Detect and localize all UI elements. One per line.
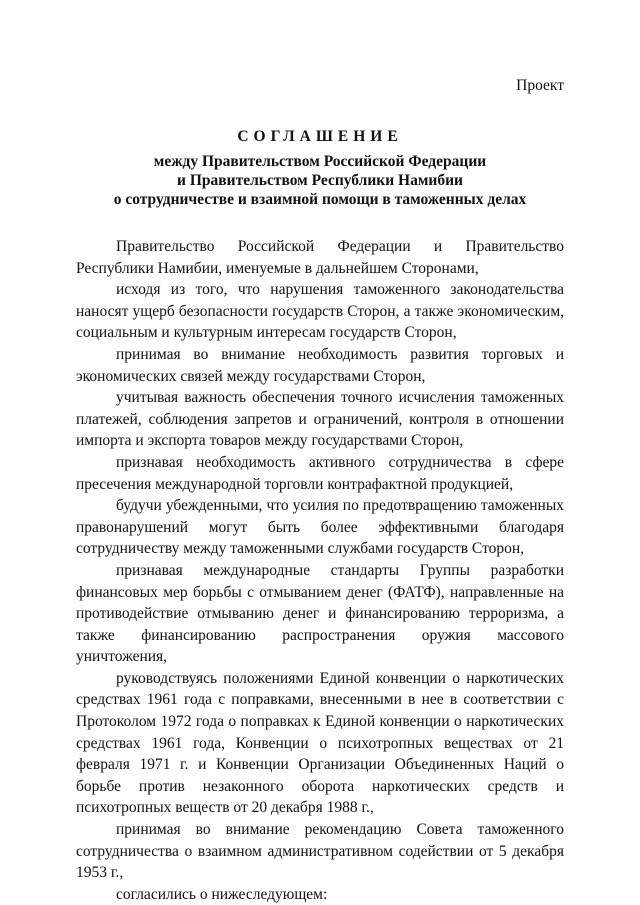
preamble-paragraph: признавая необходимость активного сотрудничества в сфере пресечения международной торговли контрафактной продукцией,	[76, 453, 564, 493]
subtitle-line: о сотрудничестве и взаимной помощи в таможенных делах	[113, 191, 527, 208]
subtitle-line: и Правительством Республики Намибии	[177, 172, 463, 189]
preamble-body	[76, 236, 564, 905]
preamble-paragraph: принимая во внимание необходимость развития торговых и экономических связей между государствами Сторон,	[76, 345, 564, 385]
preamble-paragraph: признавая международные стандарты Группы разработки финансовых мер борьбы с отмыванием денег (ФАТФ), направленные на противодействие отмыванию денег и финансированию терроризма, а также финансированию распространения оружия массового уничтожения,	[76, 561, 564, 666]
document-subtitle	[76, 152, 564, 209]
project-label: Проект	[516, 77, 564, 94]
document-title: СОГЛАШЕНИЕ	[237, 128, 403, 145]
preamble-paragraph: Правительство Российской Федерации и Правительство Республики Намибии, именуемые в дальнейшем Сторонами,	[76, 238, 564, 277]
preamble-paragraph: исходя из того, что нарушения таможенного законодательства наносят ущерб безопасности государств Сторон, а также экономическим, социальным и культурным интересам государств Сторон,	[76, 281, 564, 342]
preamble-paragraph: согласились о нижеследующем:	[116, 885, 328, 903]
subtitle-line: между Правительством Российской Федерации	[153, 153, 487, 170]
preamble-paragraph: руководствуясь положениями Единой конвенции о наркотических средствах 1961 года с поправками, внесенными в нее в соответствии с Протоколом 1972 года о поправках к Единой конвенции о наркотических средствах 1961 года, Конвенции о психотропных веществах от 21 февраля 1971 г. и Конвенции Организации Объединенных Наций о борьбе против незаконного оборота наркотических средств и психотропных веществ от 20 декабря 1988 г.,	[76, 669, 564, 817]
preamble-paragraph: будучи убежденными, что усилия по предотвращению таможенных правонарушений могут быть более эффективными благодаря сотрудничеству между таможенными службами государств Сторон,	[76, 497, 564, 558]
preamble-paragraph: принимая во внимание рекомендацию Совета таможенного сотрудничества о взаимном административном содействии от 5 декабря 1953 г.,	[76, 821, 564, 882]
preamble-paragraph: учитывая важность обеспечения точного исчисления таможенных платежей, соблюдения запретов и ограничений, контроля в отношении импорта и экспорта товаров между государствами Сторон,	[76, 389, 564, 450]
